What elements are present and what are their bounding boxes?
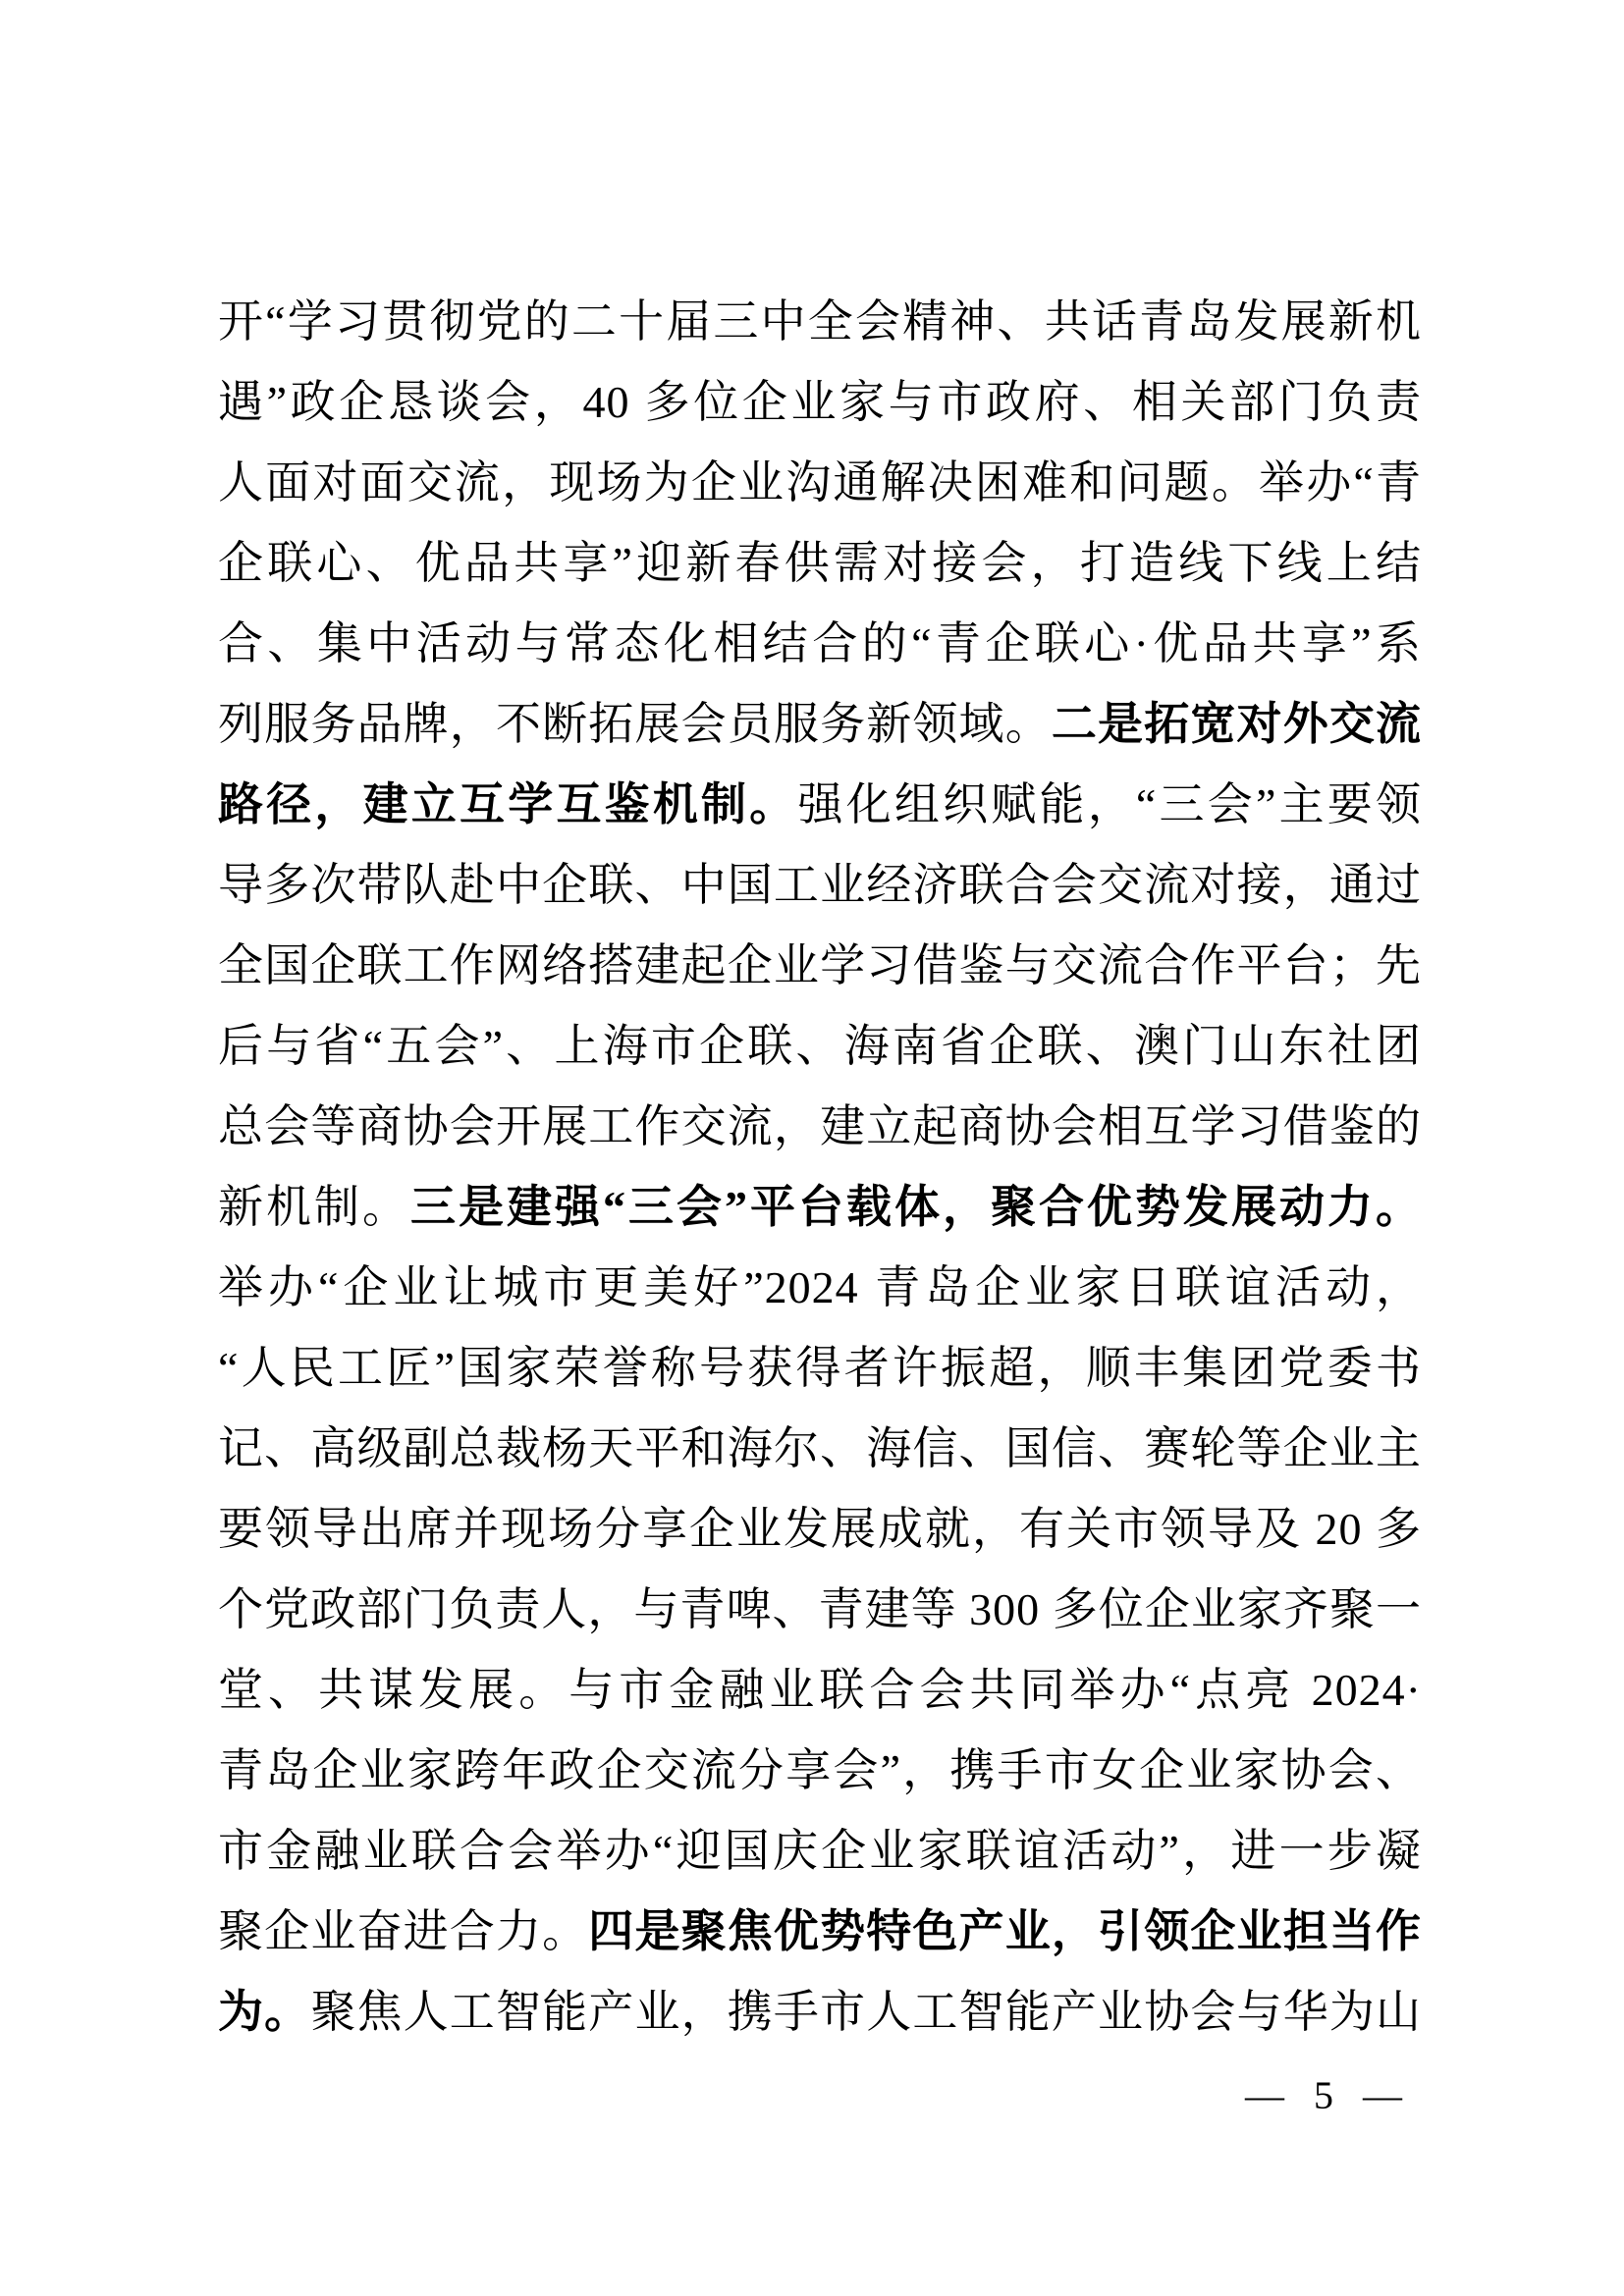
text-segment: 导多次带队赴中企联、中国工业经济联合会交流对接，通过 xyxy=(218,860,1422,910)
text-line xyxy=(218,1409,1422,1489)
text-segment: 个党政部门负责人，与青啤、青建等 300 多位企业家齐聚一 xyxy=(218,1584,1422,1634)
text-line xyxy=(218,362,1422,443)
text-line xyxy=(218,1811,1422,1892)
text-line xyxy=(218,1328,1422,1409)
text-segment: 总会等商协会开展工作交流，建立起商协会相互学习借鉴的 xyxy=(218,1101,1422,1151)
text-line xyxy=(218,1892,1422,1972)
text-line xyxy=(218,1570,1422,1650)
text-segment: 记、高级副总裁杨天平和海尔、海信、国信、赛轮等企业主 xyxy=(218,1423,1422,1473)
text-segment: 遇”政企恳谈会，40 多位企业家与市政府、相关部门负责 xyxy=(218,377,1422,427)
text-segment: 后与省“五会”、上海市企联、海南省企联、澳门山东社团 xyxy=(218,1021,1422,1071)
text-line xyxy=(218,604,1422,684)
text-segment: “人民工匠”国家荣誉称号获得者许振超，顺丰集团党委书 xyxy=(218,1343,1422,1393)
page-number-dash-left: — xyxy=(1245,2073,1284,2117)
text-segment: 合、集中活动与常态化相结合的“青企联心·优品共享”系 xyxy=(218,618,1422,668)
text-segment: 要领导出席并现场分享企业发展成就，有关市领导及 20 多 xyxy=(218,1504,1422,1554)
page-number-value: 5 xyxy=(1314,2073,1333,2117)
text-line xyxy=(218,523,1422,604)
text-line xyxy=(218,1087,1422,1167)
text-segment: 堂、共谋发展。与市金融业联合会共同举办“点亮 2024· xyxy=(218,1665,1422,1715)
bold-text-segment: 三是建强“三会”平台载体，聚合优势发展动力。 xyxy=(410,1182,1422,1232)
bold-text-segment: 为。 xyxy=(218,1987,311,2037)
text-line xyxy=(218,282,1422,362)
text-line xyxy=(218,1167,1422,1248)
text-line xyxy=(218,1731,1422,1811)
text-segment: 聚焦人工智能产业，携手市人工智能产业协会与华为山 xyxy=(310,1987,1422,2037)
text-line xyxy=(218,926,1422,1006)
bold-text-segment: 四是聚焦优势特色产业，引领企业担当作 xyxy=(588,1906,1422,1956)
bold-text-segment: 路径，建立互学互鉴机制。 xyxy=(218,779,798,829)
text-line xyxy=(218,684,1422,765)
text-line xyxy=(218,845,1422,926)
text-segment: 开“学习贯彻党的二十届三中全会精神、共话青岛发展新机 xyxy=(218,296,1422,347)
text-segment: 列服务品牌，不断拓展会员服务新领域。 xyxy=(218,699,1052,749)
text-segment: 新机制。 xyxy=(218,1182,410,1232)
text-segment: 强化组织赋能，“三会”主要领 xyxy=(797,779,1422,829)
text-segment: 聚企业奋进合力。 xyxy=(218,1906,589,1956)
text-line xyxy=(218,1650,1422,1731)
text-segment: 人面对面交流，现场为企业沟通解决困难和问题。举办“青 xyxy=(218,457,1422,507)
bold-text-segment: 二是拓宽对外交流 xyxy=(1051,699,1422,749)
text-line xyxy=(218,765,1422,845)
text-segment: 全国企联工作网络搭建起企业学习借鉴与交流合作平台；先 xyxy=(218,940,1422,990)
text-line xyxy=(218,1489,1422,1570)
text-segment: 市金融业联合会举办“迎国庆企业家联谊活动”，进一步凝 xyxy=(218,1826,1422,1876)
text-segment: 企联心、优品共享”迎新春供需对接会，打造线下线上结 xyxy=(218,538,1422,588)
text-line xyxy=(218,1248,1422,1328)
document-body xyxy=(218,282,1422,2053)
text-line xyxy=(218,443,1422,523)
text-line xyxy=(218,1972,1422,2053)
page-number xyxy=(1245,2067,1402,2124)
text-segment: 青岛企业家跨年政企交流分享会”，携手市女企业家协会、 xyxy=(218,1745,1422,1795)
text-segment: 举办“企业让城市更美好”2024 青岛企业家日联谊活动， xyxy=(218,1262,1422,1312)
text-line xyxy=(218,1006,1422,1087)
page-number-dash-right: — xyxy=(1363,2073,1402,2117)
